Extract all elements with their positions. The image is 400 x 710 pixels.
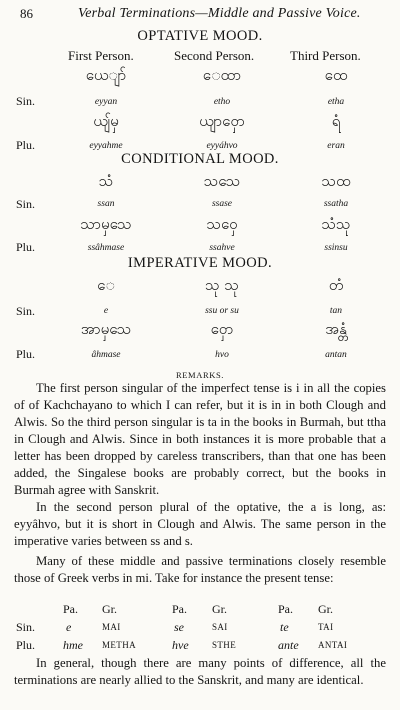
table-header-gr-3: Gr. <box>318 602 333 616</box>
optative-plu-3-burmese: ရံ <box>331 112 341 130</box>
table-plu-label: Plu. <box>16 638 36 652</box>
imperative-plu-3-burmese: အန္တံ <box>325 320 347 338</box>
conditional-sin-1-roman: ssan <box>97 199 115 209</box>
table-header-gr-1: Gr. <box>102 602 117 616</box>
table-sin-gr-1: MAI <box>102 622 121 632</box>
table-sin-pa-2: se <box>174 620 184 634</box>
optative-sin-3-roman: etha <box>327 97 345 107</box>
table-header-pa-2: Pa. <box>172 602 187 616</box>
optative-plu-label: Plu. <box>16 138 36 152</box>
optative-sin-label: Sin. <box>16 94 36 108</box>
conditional-sin-3-roman: ssatha <box>323 199 349 209</box>
table-plu-pa-3: ante <box>278 638 299 652</box>
imperative-sin-3-burmese: တံ <box>328 276 344 294</box>
optative-heading: OPTATIVE MOOD. <box>137 28 263 44</box>
remarks-paragraph-3: Many of these middle and passive terminations closely resemble those of Greek verbs in mi. Take for instance the present tense: <box>14 554 386 585</box>
remarks-paragraph-2: In the second person plural of the optative, the a is long, as: eyyâhvo, but it is short in Clough and Alwis. The same person in the imperative varies between ss and s. <box>14 500 386 548</box>
table-header-gr-2: Gr. <box>212 602 227 616</box>
table-sin-gr-2: SAI <box>212 622 228 632</box>
conditional-plu-2-burmese: သဝှေ <box>206 215 238 233</box>
column-header-third: Third Person. <box>290 48 361 63</box>
column-header-second: Second Person. <box>174 48 255 63</box>
conditional-sin-3-burmese: သထ <box>321 172 351 190</box>
running-title: Verbal Terminations—Middle and Passive Voice. <box>78 6 361 21</box>
imperative-sin-3-roman: tan <box>329 306 343 316</box>
imperative-plu-2-roman: hvo <box>215 350 229 360</box>
table-plu-gr-2: STHE <box>212 640 237 650</box>
table-plu-gr-3: ANTAI <box>318 640 348 650</box>
imperative-plu-1-burmese: အာမှသေ <box>80 320 132 338</box>
optative-sin-1-roman: eyyan <box>94 97 118 107</box>
conditional-sin-2-roman: ssase <box>211 199 233 209</box>
table-plu-pa-2: hve <box>172 638 189 652</box>
imperative-sin-1-roman: e <box>103 306 109 316</box>
conditional-plu-1-roman: ssâhmase <box>87 243 125 253</box>
table-sin-pa-1: e <box>66 620 72 634</box>
conditional-sin-label: Sin. <box>16 197 36 211</box>
optative-sin-2-burmese: ေထာ <box>202 66 242 84</box>
page-number: 86 <box>20 6 33 21</box>
optative-sin-3-burmese: ထေ <box>324 66 348 84</box>
imperative-heading: IMPERATIVE MOOD. <box>127 255 273 271</box>
optative-plu-3-roman: eran <box>327 141 345 151</box>
conditional-sin-1-burmese: သံ <box>98 172 114 190</box>
imperative-plu-1-roman: âhmase <box>91 350 121 360</box>
imperative-sin-2-burmese: သု သု <box>205 276 239 294</box>
imperative-plu-label: Plu. <box>16 347 36 361</box>
optative-plu-1-burmese: ယျ်မှ <box>93 112 119 130</box>
table-header-pa-1: Pa. <box>63 602 78 616</box>
conditional-plu-3-burmese: သံသု <box>321 215 351 233</box>
optative-sin-2-roman: etho <box>213 97 231 107</box>
table-plu-pa-1: hme <box>63 638 83 652</box>
conditional-heading: CONDITIONAL MOOD. <box>121 151 279 167</box>
imperative-sin-1-burmese: ေ <box>97 276 115 294</box>
table-sin-label: Sin. <box>16 620 36 634</box>
imperative-plu-2-burmese: ဝှော <box>210 320 234 338</box>
conditional-plu-1-burmese: သာမှသေ <box>80 215 132 233</box>
conditional-plu-2-roman: ssahve <box>209 243 235 253</box>
imperative-sin-2-roman: ssu or su <box>205 306 239 316</box>
table-sin-gr-3: TAI <box>318 622 334 632</box>
optative-plu-2-burmese: ယျာဝှော <box>199 112 245 130</box>
conditional-sin-2-burmese: သသေ <box>203 172 241 190</box>
optative-plu-1-roman: eyyahme <box>89 141 123 151</box>
remarks-paragraph-1: The first person singular of the imperfect tense is i in all the copies of of Kachchayano to which I can refer, but it is in in both Clough and Alwis. So the third person singular is ta in the books in Burmah, but ttha in Clough and Alwis. Since in both instances it is more probable that a letter has been dropped by careless transcribers, than that one has been added, the Singalese books are probably correct, but the books in Burmah agree with Sanskrit. <box>14 381 386 497</box>
remarks-heading: REMARKS. <box>175 370 225 380</box>
optative-plu-2-roman: eyyáhvo <box>206 141 238 151</box>
imperative-plu-3-roman: antan <box>325 350 347 360</box>
conditional-plu-3-roman: ssinsu <box>324 243 348 253</box>
conditional-plu-label: Plu. <box>16 240 36 254</box>
optative-sin-1-burmese: ယေျာ် <box>85 66 127 84</box>
table-plu-gr-1: METHA <box>102 640 136 650</box>
remarks-paragraph-4: In general, though there are many points of difference, all the terminations are nearly allied to the Sanskrit, and many are identical. <box>14 656 386 687</box>
table-sin-pa-3: te <box>280 620 289 634</box>
column-header-first: First Person. <box>68 48 134 63</box>
imperative-sin-label: Sin. <box>16 304 36 318</box>
table-header-pa-3: Pa. <box>278 602 293 616</box>
